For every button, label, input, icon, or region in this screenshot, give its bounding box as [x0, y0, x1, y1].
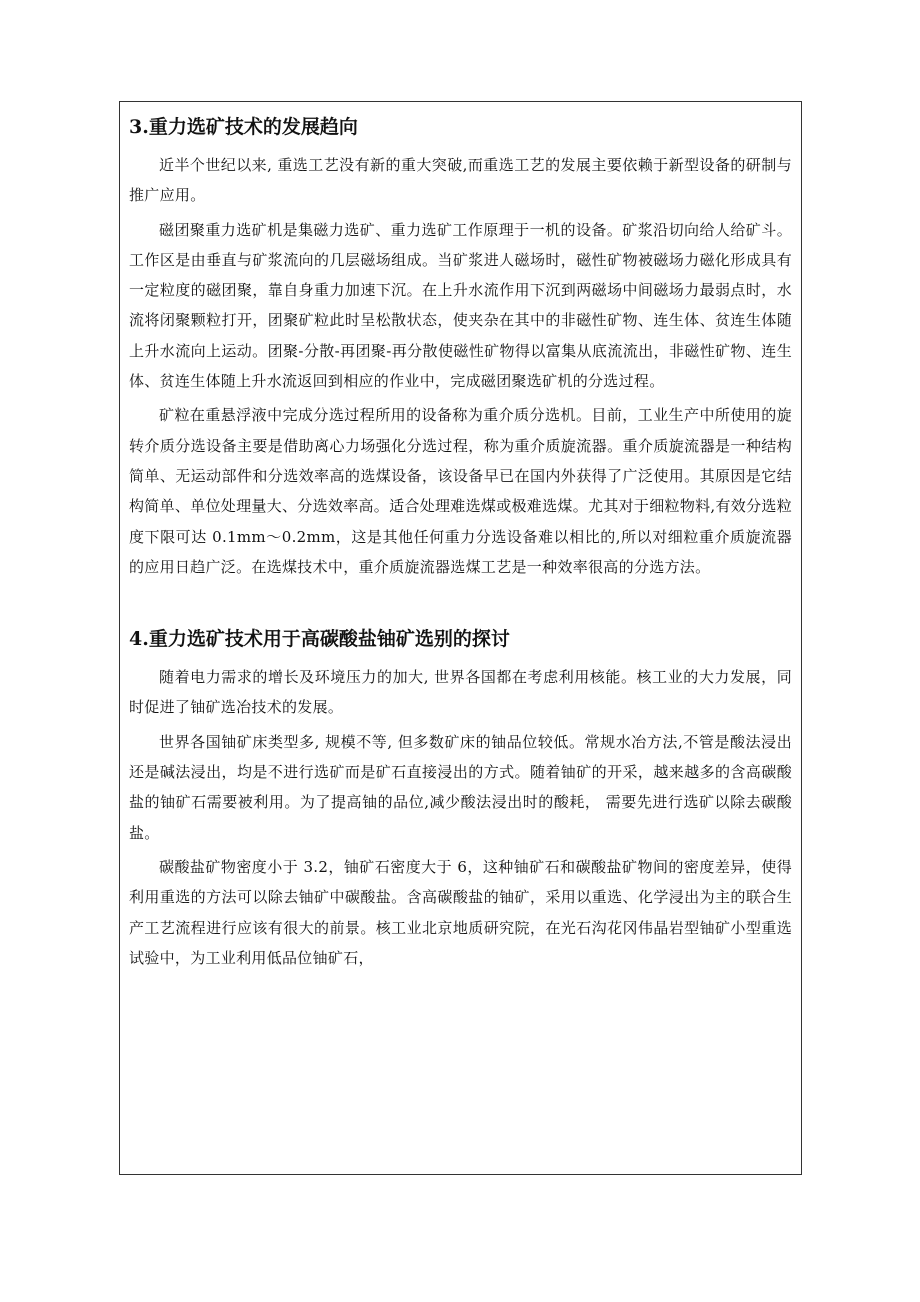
section-4-paragraph-3: 碳酸盐矿物密度小于 3.2，铀矿石密度大于 6，这种铀矿石和碳酸盐矿物间的密度差异，使得利用重选的方法可以除去铀矿中碳酸盐。含高碳酸盐的铀矿，采用以重选、化学浸出为主的联合生产工艺流程进行应该有很大的前景。核工业北京地质研究院，在光石沟花冈伟晶岩型铀矿小型重选试验中，为工业利用低品位铀矿石，	[129, 857, 792, 967]
section-3-heading: 3.重力选矿技术的发展趋向	[129, 116, 358, 138]
section-3-paragraph-1: 近半个世纪以来, 重选工艺没有新的重大突破,而重选工艺的发展主要依赖于新型设备的研制与推广应用。	[129, 156, 792, 205]
section-3-paragraph-2: 磁团聚重力选矿机是集磁力选矿、重力选矿工作原理于一机的设备。矿浆沿切向给人给矿斗。工作区是由垂直与矿浆流向的几层磁场组成。当矿浆进人磁场时，磁性矿物被磁场力磁化形成具有一定粒度的磁团聚，靠自身重力加速下沉。在上升水流作用下沉到两磁场中间磁场力最弱点时，水流将闭聚颗粒打开，团聚矿粒此时呈松散状态，使夹杂在其中的非磁性矿物、连生体、贫连生体随上升水流向上运动。团聚-分散-再团聚-再分散使磁性矿物得以富集从底流流出，非磁性矿物、连生体、贫连生体随上升水流返回到相应的作业中，完成磁团聚选矿机的分选过程。	[129, 220, 792, 391]
section-4-paragraph-1: 随着电力需求的增长及环境压力的加大, 世界各国都在考虑利用核能。核工业的大力发展，同时促进了铀矿选冶技术的发展。	[129, 668, 792, 717]
section-4-heading: 4.重力选矿技术用于高碳酸盐铀矿选别的探讨	[129, 628, 510, 651]
section-4-paragraph-2: 世界各国铀矿床类型多, 规模不等, 但多数矿床的铀品位较低。常规水冶方法,不管是酸法浸出还是碱法浸出，均是不进行选矿而是矿石直接浸出的方式。随着铀矿的开采，越来越多的含高碳酸盐的铀矿石需要被利用。为了提高铀的品位,减少酸法浸出时的酸耗， 需要先进行选矿以除去碳酸盐。	[129, 732, 792, 842]
section-3-paragraph-3: 矿粒在重悬浮液中完成分选过程所用的设备称为重介质分选机。目前，工业生产中所使用的旋转介质分选设备主要是借助离心力场强化分选过程，称为重介质旋流器。重介质旋流器是一种结构简单、无运动部件和分选效率高的选煤设备，该设备早已在国内外获得了广泛使用。其原因是它结构简单、单位处理量大、分选效率高。适合处理难选煤或极难选煤。尤其对于细粒物料,有效分选粒度下限可达 0.1mm～0.2mm，这是其他任何重力分选设备难以相比的,所以对细粒重介质旋流器的应用日趋广泛。在选煤技术中，重介质旋流器选煤工艺是一种效率很高的分选方法。	[129, 406, 792, 576]
document-frame	[119, 101, 802, 1175]
